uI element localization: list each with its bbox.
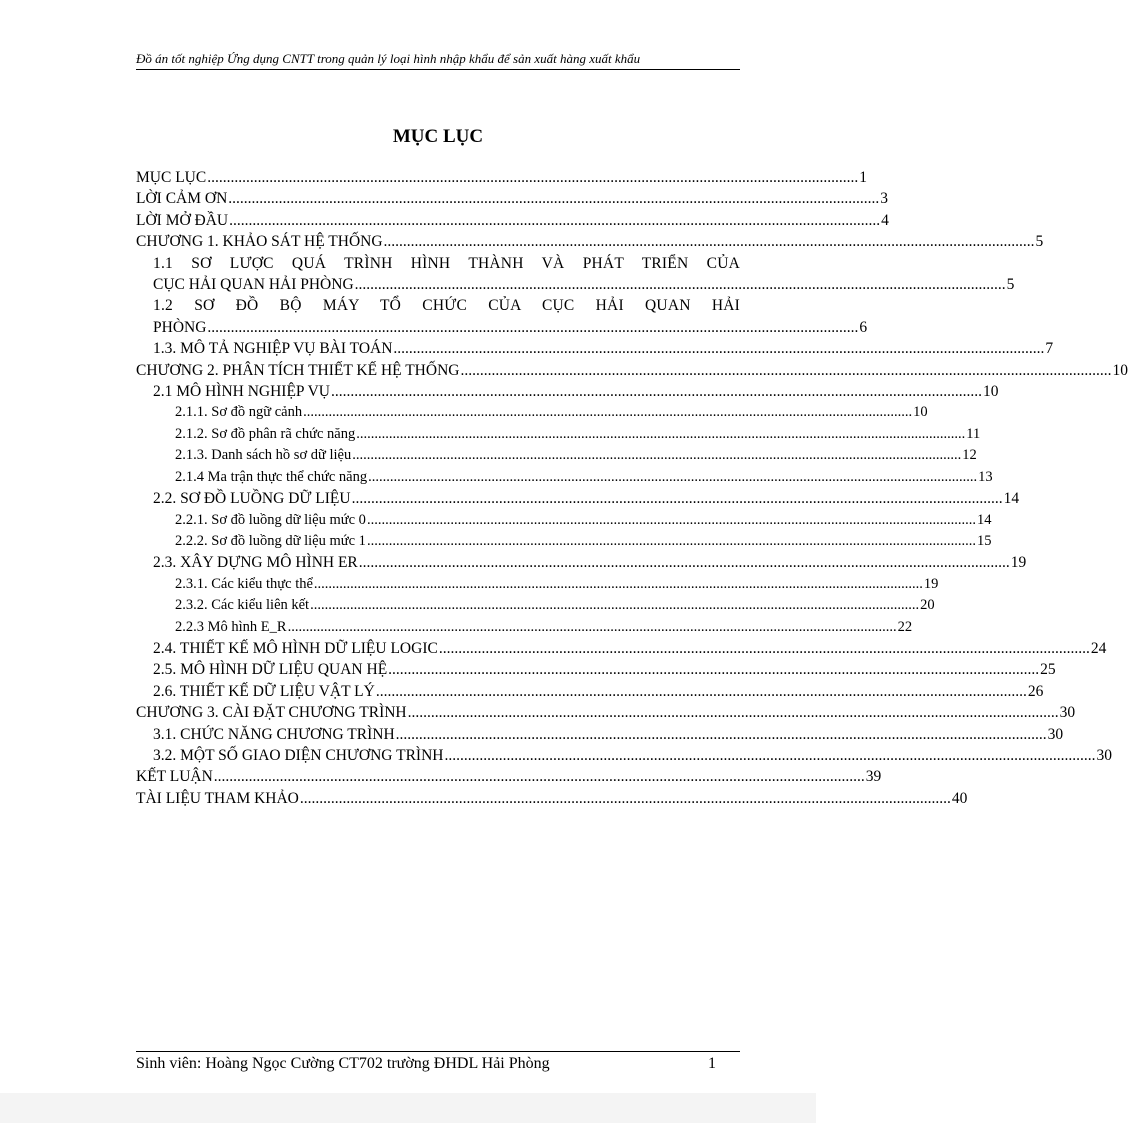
toc-entry-chuong-3[interactable]: CHƯƠNG 3. CÀI ĐẶT CHƯƠNG TRÌNH ........................................................................................................................................................................ 30 — [136, 704, 1076, 722]
toc-entry-2-3-1[interactable]: 2.3.1. Các kiểu thực thể ........................................................................................................................................................................ 19 — [175, 575, 939, 592]
page-title: MỤC LỤC — [392, 126, 484, 147]
toc-entry-2-2[interactable]: 2.2. SƠ ĐỒ LUỒNG DỮ LIỆU ........................................................................................................................................................................ 14 — [153, 490, 1020, 508]
page-bottom-band — [0, 1093, 816, 1123]
footer-divider — [136, 1051, 740, 1052]
footer-student: Sinh viên: Hoàng Ngọc Cường CT702 trường ĐHDL Hải Phòng — [136, 1055, 550, 1072]
toc-entry-3-2[interactable]: 3.2. MỘT SỐ GIAO DIỆN CHƯƠNG TRÌNH ........................................................................................................................................................................ 30 — [153, 746, 1112, 764]
toc-entry-1-2-line1[interactable]: 1.2 SƠ ĐỒ BỘ MÁY TỔ CHỨC CỦA CỤC HẢI QUAN HẢI — [153, 297, 740, 315]
toc-entry-chuong-1[interactable]: CHƯƠNG 1. KHẢO SÁT HỆ THỐNG ........................................................................................................................................................................ 5 — [136, 233, 1044, 251]
toc-entry-2-1-1[interactable]: 2.1.1. Sơ đồ ngữ cảnh ........................................................................................................................................................................ 10 — [175, 404, 928, 421]
toc-entry-2-2-3[interactable]: 2.2.3 Mô hình E_R ........................................................................................................................................................................ 22 — [175, 618, 913, 635]
toc-entry-1-1[interactable]: CỤC HẢI QUAN HẢI PHÒNG ........................................................................................................................................................................ 5 — [153, 276, 1015, 294]
toc-entry-loi-mo-dau[interactable]: LỜI MỞ ĐẦU ........................................................................................................................................................................ 4 — [136, 211, 889, 229]
toc-entry-2-6[interactable]: 2.6. THIẾT KẾ DỮ LIỆU VẬT LÝ ........................................................................................................................................................................ 26 — [153, 682, 1044, 700]
toc-entry-2-2-2[interactable]: 2.2.2. Sơ đồ luồng dữ liệu mức 1 ........................................................................................................................................................................ 15 — [175, 532, 992, 549]
toc-entry-2-5[interactable]: 2.5. MÔ HÌNH DỮ LIỆU QUAN HỆ ........................................................................................................................................................................ 25 — [153, 661, 1056, 679]
toc-entry-2-1[interactable]: 2.1 MÔ HÌNH NGHIỆP VỤ ........................................................................................................................................................................ 10 — [153, 383, 999, 401]
toc-entry-tai-lieu-tham-khao[interactable]: TÀI LIỆU THAM KHẢO ........................................................................................................................................................................ 40 — [136, 789, 968, 807]
toc-entry-loi-cam-on[interactable]: LỜI CẢM ƠN ........................................................................................................................................................................ 3 — [136, 190, 889, 208]
footer-page-number: 1 — [708, 1055, 716, 1072]
toc-entry-2-1-4[interactable]: 2.1.4 Ma trận thực thể chức năng ........................................................................................................................................................................ 13 — [175, 468, 993, 485]
table-of-contents — [136, 167, 1128, 809]
document-header: Đồ án tốt nghiệp Ứng dụng CNTT trong quản lý loại hình nhập khẩu để sản xuất hàng xuất khẩu — [136, 50, 740, 70]
toc-entry-chuong-2[interactable]: CHƯƠNG 2. PHÂN TÍCH THIẾT KẾ HỆ THỐNG ........................................................................................................................................................................ 10 — [136, 361, 1128, 379]
toc-entry-2-1-3[interactable]: 2.1.3. Danh sách hồ sơ dữ liệu ........................................................................................................................................................................ 12 — [175, 447, 977, 464]
toc-entry-1-3[interactable]: 1.3. MÔ TẢ NGHIỆP VỤ BÀI TOÁN ........................................................................................................................................................................ 7 — [153, 340, 1054, 358]
toc-entry-2-3[interactable]: 2.3. XÂY DỰNG MÔ HÌNH ER ........................................................................................................................................................................ 19 — [153, 554, 1027, 572]
toc-entry-1-2[interactable]: PHÒNG ........................................................................................................................................................................ 6 — [153, 318, 868, 336]
toc-entry-2-4[interactable]: 2.4. THIẾT KẾ MÔ HÌNH DỮ LIỆU LOGIC ........................................................................................................................................................................ 24 — [153, 639, 1107, 657]
toc-entry-1-1-line1[interactable]: 1.1 SƠ LƯỢC QUÁ TRÌNH HÌNH THÀNH VÀ PHÁT TRIỂN CỦA — [153, 254, 740, 272]
toc-entry-ket-luan[interactable]: KẾT LUẬN ........................................................................................................................................................................ 39 — [136, 768, 882, 786]
toc-entry-3-1[interactable]: 3.1. CHỨC NĂNG CHƯƠNG TRÌNH ........................................................................................................................................................................ 30 — [153, 725, 1064, 743]
toc-entry-2-3-2[interactable]: 2.3.2. Các kiểu liên kết ........................................................................................................................................................................ 20 — [175, 597, 935, 614]
toc-entry-2-2-1[interactable]: 2.2.1. Sơ đồ luồng dữ liệu mức 0 ........................................................................................................................................................................ 14 — [175, 511, 992, 528]
toc-entry-2-1-2[interactable]: 2.1.2. Sơ đồ phân rã chức năng ........................................................................................................................................................................ 11 — [175, 425, 981, 442]
document-footer — [136, 1055, 716, 1073]
toc-entry-muc-luc[interactable]: MỤC LỤC ........................................................................................................................................................................ 1 — [136, 169, 867, 186]
